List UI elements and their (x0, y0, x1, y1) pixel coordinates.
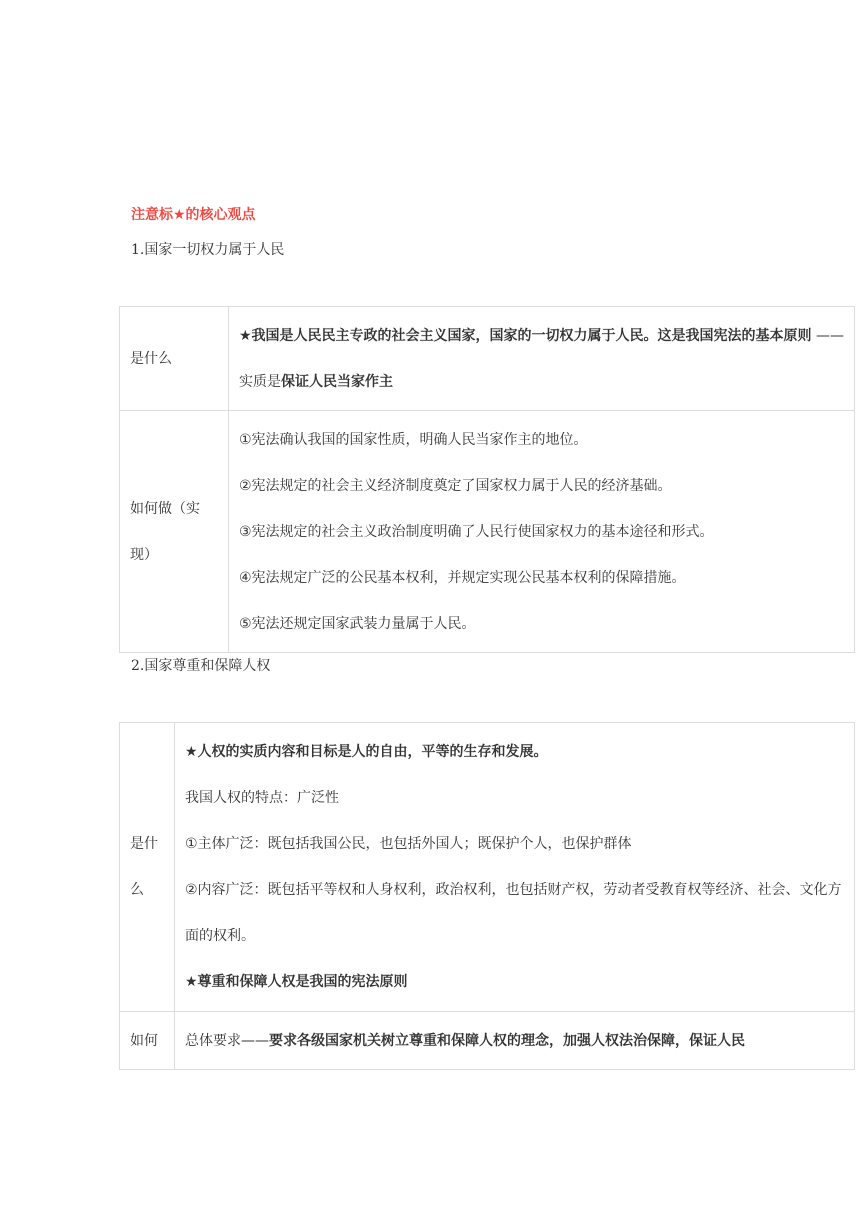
table-row (120, 307, 855, 411)
section-2-table (119, 722, 855, 1070)
row-label-how: 如何 (120, 1012, 175, 1070)
row-label-what: 是什么 (120, 307, 229, 411)
list-item: ②宪法规定的社会主义经济制度奠定了国家权力属于人民的经济基础。 (239, 477, 672, 494)
core-point-text: ★我国是人民民主专政的社会主义国家，国家的一切权力属于人民。这是我国宪法的基本原则 (239, 327, 812, 344)
table-row (120, 411, 855, 653)
section-1-table (119, 306, 855, 653)
list-item: ①宪法确认我国的国家性质，明确人民当家作主的地位。 (239, 431, 588, 448)
row-label-how: 如何做（实现） (120, 411, 229, 653)
table-row (120, 1012, 855, 1070)
list-item: ②内容广泛：既包括平等权和人身权利，政治权利，也包括财产权，劳动者受教育权等经济、社会、文化方面的权利。 (185, 882, 842, 944)
table-row (120, 723, 855, 1012)
list-item: ③宪法规定的社会主义政治制度明确了人民行使国家权力的基本途径和形式。 (239, 523, 714, 540)
section-2-title: 2.国家尊重和保障人权 (131, 658, 271, 674)
row-content-what (175, 723, 855, 1012)
list-item: ④宪法规定广泛的公民基本权利，并规定实现公民基本权利的保障措施。 (239, 569, 686, 586)
row-label-what: 是什么 (120, 723, 175, 1012)
list-item: ①主体广泛：既包括我国公民，也包括外国人；既保护个人，也保护群体 (185, 836, 632, 852)
page-heading: 注意标★的核心观点 (131, 207, 256, 223)
section-1-title: 1.国家一切权力属于人民 (131, 242, 285, 258)
core-point-text: ★人权的实质内容和目标是人的自由，平等的生存和发展。 (185, 744, 548, 760)
requirement-text: 要求各级国家机关树立尊重和保障人权的理念，加强人权法治保障，保证人民 (269, 1032, 745, 1049)
list-item: ⑤宪法还规定国家武装力量属于人民。 (239, 615, 476, 632)
row-content-what (229, 307, 855, 411)
principle-text: ★尊重和保障人权是我国的宪法原则 (185, 974, 408, 990)
essence-text: 保证人民当家作主 (281, 373, 393, 390)
row-content-how (175, 1012, 855, 1070)
requirement-prefix: 总体要求—— (185, 1032, 269, 1049)
essence-prefix: ——实质是 (239, 327, 845, 390)
row-content-how (229, 411, 855, 653)
feature-text: 我国人权的特点：广泛性 (185, 790, 339, 806)
